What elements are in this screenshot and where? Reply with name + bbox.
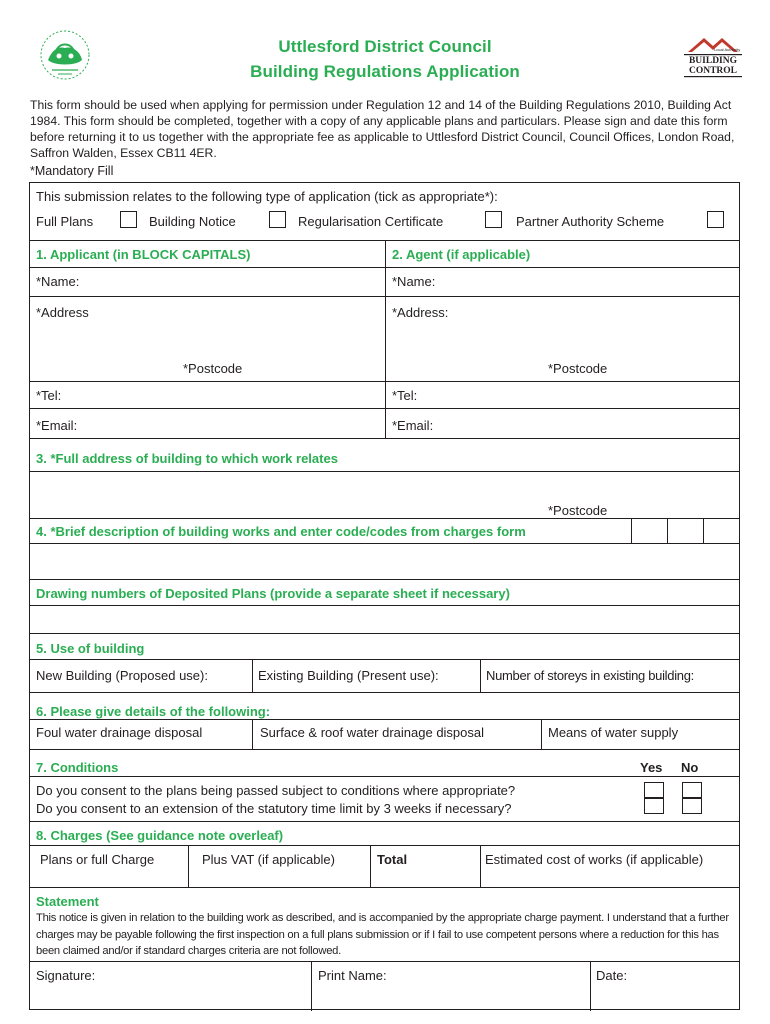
page-subtitle: Building Regulations Application xyxy=(250,62,520,81)
applicant-postcode-field[interactable]: *Postcode xyxy=(183,361,243,376)
date-field[interactable]: Date: xyxy=(596,968,628,983)
new-building-field[interactable]: New Building (Proposed use): xyxy=(36,668,208,683)
print-name-field[interactable]: Print Name: xyxy=(318,968,387,983)
agent-postcode-field[interactable]: *Postcode xyxy=(548,361,608,376)
q2-no-checkbox[interactable] xyxy=(682,798,702,814)
surface-water-field[interactable]: Surface & roof water drainage disposal xyxy=(260,725,485,740)
applicant-tel-field[interactable]: *Tel: xyxy=(36,388,62,403)
q1-yes-checkbox[interactable] xyxy=(644,782,664,798)
q1-no-checkbox[interactable] xyxy=(682,782,702,798)
charges-heading: 8. Charges (See guidance note overleaf) xyxy=(36,828,284,843)
details-heading: 6. Please give details of the following: xyxy=(36,704,271,719)
applicant-address-field[interactable]: *Address xyxy=(36,305,89,320)
works-description-heading: 4. *Brief description of building works and enter code/codes from charges form xyxy=(36,524,526,539)
use-of-building-heading: 5. Use of building xyxy=(36,641,145,656)
agent-heading: 2. Agent (if applicable) xyxy=(392,247,531,262)
agent-name-field[interactable]: *Name: xyxy=(392,274,436,289)
no-column-label: No xyxy=(681,760,699,775)
mandatory-note: *Mandatory Fill xyxy=(30,164,114,178)
storeys-field[interactable]: Number of storeys in existing building: xyxy=(486,668,694,683)
logo-text-building: BUILDING xyxy=(688,56,738,66)
vat-field[interactable]: Plus VAT (if applicable) xyxy=(202,852,335,867)
partner-authority-scheme-checkbox[interactable] xyxy=(707,211,724,228)
option-label-regularisation: Regularisation Certificate xyxy=(298,214,444,229)
charge-code-box-3[interactable] xyxy=(704,519,739,543)
full-plans-checkbox[interactable] xyxy=(120,211,137,228)
logo-text-control: CONTROL xyxy=(688,66,738,76)
drawing-numbers-heading: Drawing numbers of Deposited Plans (provide a separate sheet if necessary) xyxy=(36,586,510,601)
estimated-cost-field[interactable]: Estimated cost of works (if applicable) xyxy=(485,852,704,867)
foul-water-field[interactable]: Foul water drainage disposal xyxy=(36,725,203,740)
regularisation-certificate-checkbox[interactable] xyxy=(485,211,502,228)
total-field[interactable]: Total xyxy=(377,852,408,867)
intro-paragraph: This form should be used when applying for permission under Regulation 12 and 14 of the Building Regulations 2010, Building Act 1984. This form should be completed, together with a copy of any applicable plans and particulars. Please sign and date this form before returning it to us together with the appropriate fee as applicable to Uttlesford District Council, Council Offices, London Road, Saffron Walden, Essex CB11 4ER. xyxy=(30,98,735,160)
page-title: Uttlesford District Council xyxy=(278,37,492,56)
application-type-prompt: This submission relates to the following type of application (tick as appropriate*): xyxy=(36,189,498,204)
statement-text: This notice is given in relation to the building work as described, and is accompanied by the appropriate charge payment. I understand that a further charges may be payable following the first inspection on a full plans submission or if I fail to use competent persons where a reduction for this has been claimed and/or if standard charges criteria are not followed. xyxy=(36,912,729,957)
agent-address-field[interactable]: *Address: xyxy=(392,305,449,320)
water-supply-field[interactable]: Means of water supply xyxy=(548,725,679,740)
signature-field[interactable]: Signature: xyxy=(36,968,96,983)
building-address-heading: 3. *Full address of building to which work relates xyxy=(36,451,338,466)
agent-email-field[interactable]: *Email: xyxy=(392,418,434,433)
option-label-partner-authority: Partner Authority Scheme xyxy=(516,214,665,229)
yes-column-label: Yes xyxy=(640,760,663,775)
existing-building-field[interactable]: Existing Building (Present use): xyxy=(258,668,439,683)
charge-code-box-1[interactable] xyxy=(632,519,667,543)
logo-subtitle: Local Authority xyxy=(714,47,741,52)
applicant-email-field[interactable]: *Email: xyxy=(36,418,78,433)
conditions-heading: 7. Conditions xyxy=(36,760,119,775)
q2-yes-checkbox[interactable] xyxy=(644,798,664,814)
applicant-heading: 1. Applicant (in BLOCK CAPITALS) xyxy=(36,247,251,262)
building-notice-checkbox[interactable] xyxy=(269,211,286,228)
agent-tel-field[interactable]: *Tel: xyxy=(392,388,418,403)
option-label-full-plans: Full Plans xyxy=(36,214,94,229)
conditions-question-2: Do you consent to an extension of the statutory time limit by 3 weeks if necessary? xyxy=(36,801,512,816)
conditions-question-1: Do you consent to the plans being passed subject to conditions where appropriate? xyxy=(36,783,516,798)
building-address-postcode-field[interactable]: *Postcode xyxy=(548,503,608,518)
plans-charge-field[interactable]: Plans or full Charge xyxy=(40,852,155,867)
application-form xyxy=(29,182,740,1010)
statement-heading: Statement xyxy=(36,894,99,909)
applicant-name-field[interactable]: *Name: xyxy=(36,274,80,289)
option-label-building-notice: Building Notice xyxy=(149,214,236,229)
charge-code-box-2[interactable] xyxy=(668,519,703,543)
